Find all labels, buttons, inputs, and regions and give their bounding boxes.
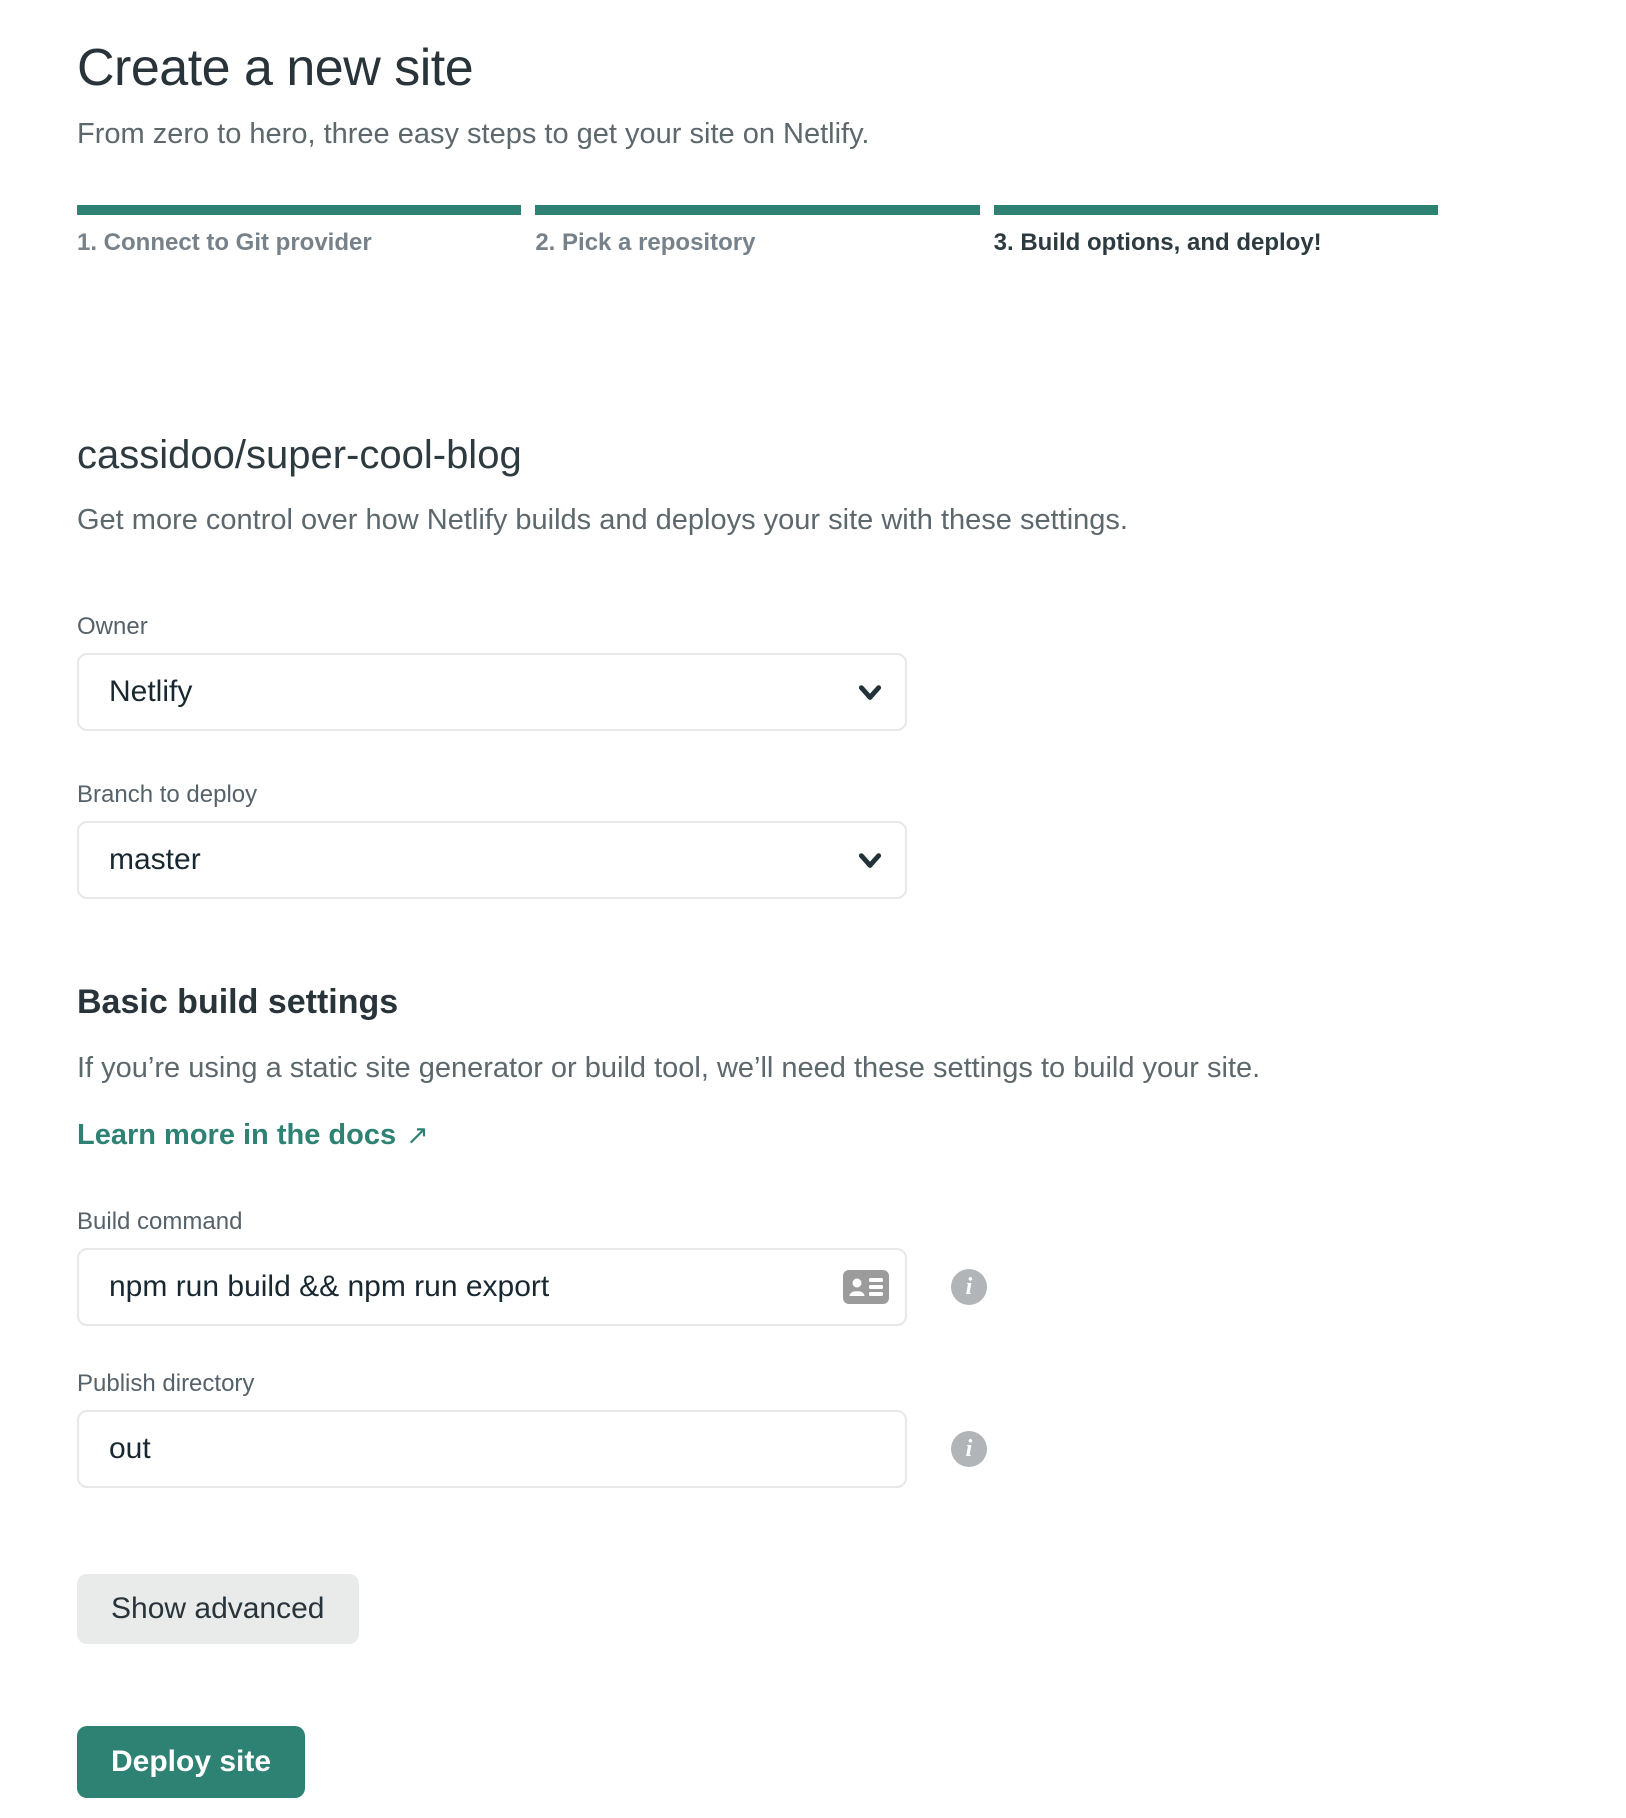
learn-more-docs-link[interactable] bbox=[77, 1119, 429, 1152]
owner-select[interactable] bbox=[77, 653, 907, 731]
info-icon[interactable]: i bbox=[951, 1269, 987, 1305]
branch-select[interactable] bbox=[77, 821, 907, 899]
chevron-down-icon bbox=[857, 847, 883, 873]
show-advanced-button[interactable]: Show advanced bbox=[77, 1574, 359, 1644]
branch-select-value: master bbox=[109, 843, 201, 876]
build-command-field bbox=[77, 1208, 1438, 1326]
publish-directory-field bbox=[77, 1370, 1438, 1488]
step-label: 3. Build options, and deploy! bbox=[993, 229, 1322, 256]
step-label: 2. Pick a repository bbox=[535, 229, 756, 256]
contact-card-icon bbox=[843, 1270, 889, 1304]
step-progress-bar bbox=[535, 205, 979, 215]
page-title: Create a new site bbox=[77, 39, 474, 97]
deploy-site-button[interactable]: Deploy site bbox=[77, 1726, 305, 1798]
external-link-arrow-icon: ↗ bbox=[406, 1120, 429, 1150]
chevron-down-icon bbox=[857, 679, 883, 705]
step-label: 1. Connect to Git provider bbox=[77, 229, 372, 256]
step-progress-bar bbox=[77, 205, 521, 215]
basic-build-settings-description: If you’re using a static site generator or build tool, we’ll need these settings to build your site. bbox=[77, 1052, 1261, 1084]
repository-description: Get more control over how Netlify builds and deploys your site with these settings. bbox=[77, 504, 1128, 536]
publish-directory-label: Publish directory bbox=[77, 1370, 255, 1397]
repository-name: cassidoo/super-cool-blog bbox=[77, 433, 522, 477]
branch-label: Branch to deploy bbox=[77, 781, 258, 808]
step-progress-bar bbox=[994, 205, 1438, 215]
branch-field bbox=[77, 781, 1438, 899]
build-command-label: Build command bbox=[77, 1208, 243, 1235]
step-connect-git bbox=[77, 205, 521, 257]
step-progress bbox=[77, 205, 1438, 257]
owner-label: Owner bbox=[77, 613, 148, 640]
docs-link-label: Learn more in the docs bbox=[77, 1119, 397, 1151]
page-subtitle: From zero to hero, three easy steps to get your site on Netlify. bbox=[77, 118, 870, 150]
step-pick-repository bbox=[535, 205, 979, 257]
build-command-input[interactable] bbox=[77, 1248, 907, 1326]
owner-select-value: Netlify bbox=[109, 675, 193, 708]
info-icon[interactable]: i bbox=[951, 1431, 987, 1467]
basic-build-settings-heading: Basic build settings bbox=[77, 983, 399, 1021]
publish-directory-input[interactable] bbox=[77, 1410, 907, 1488]
step-build-options bbox=[994, 205, 1438, 257]
owner-field bbox=[77, 613, 1438, 731]
